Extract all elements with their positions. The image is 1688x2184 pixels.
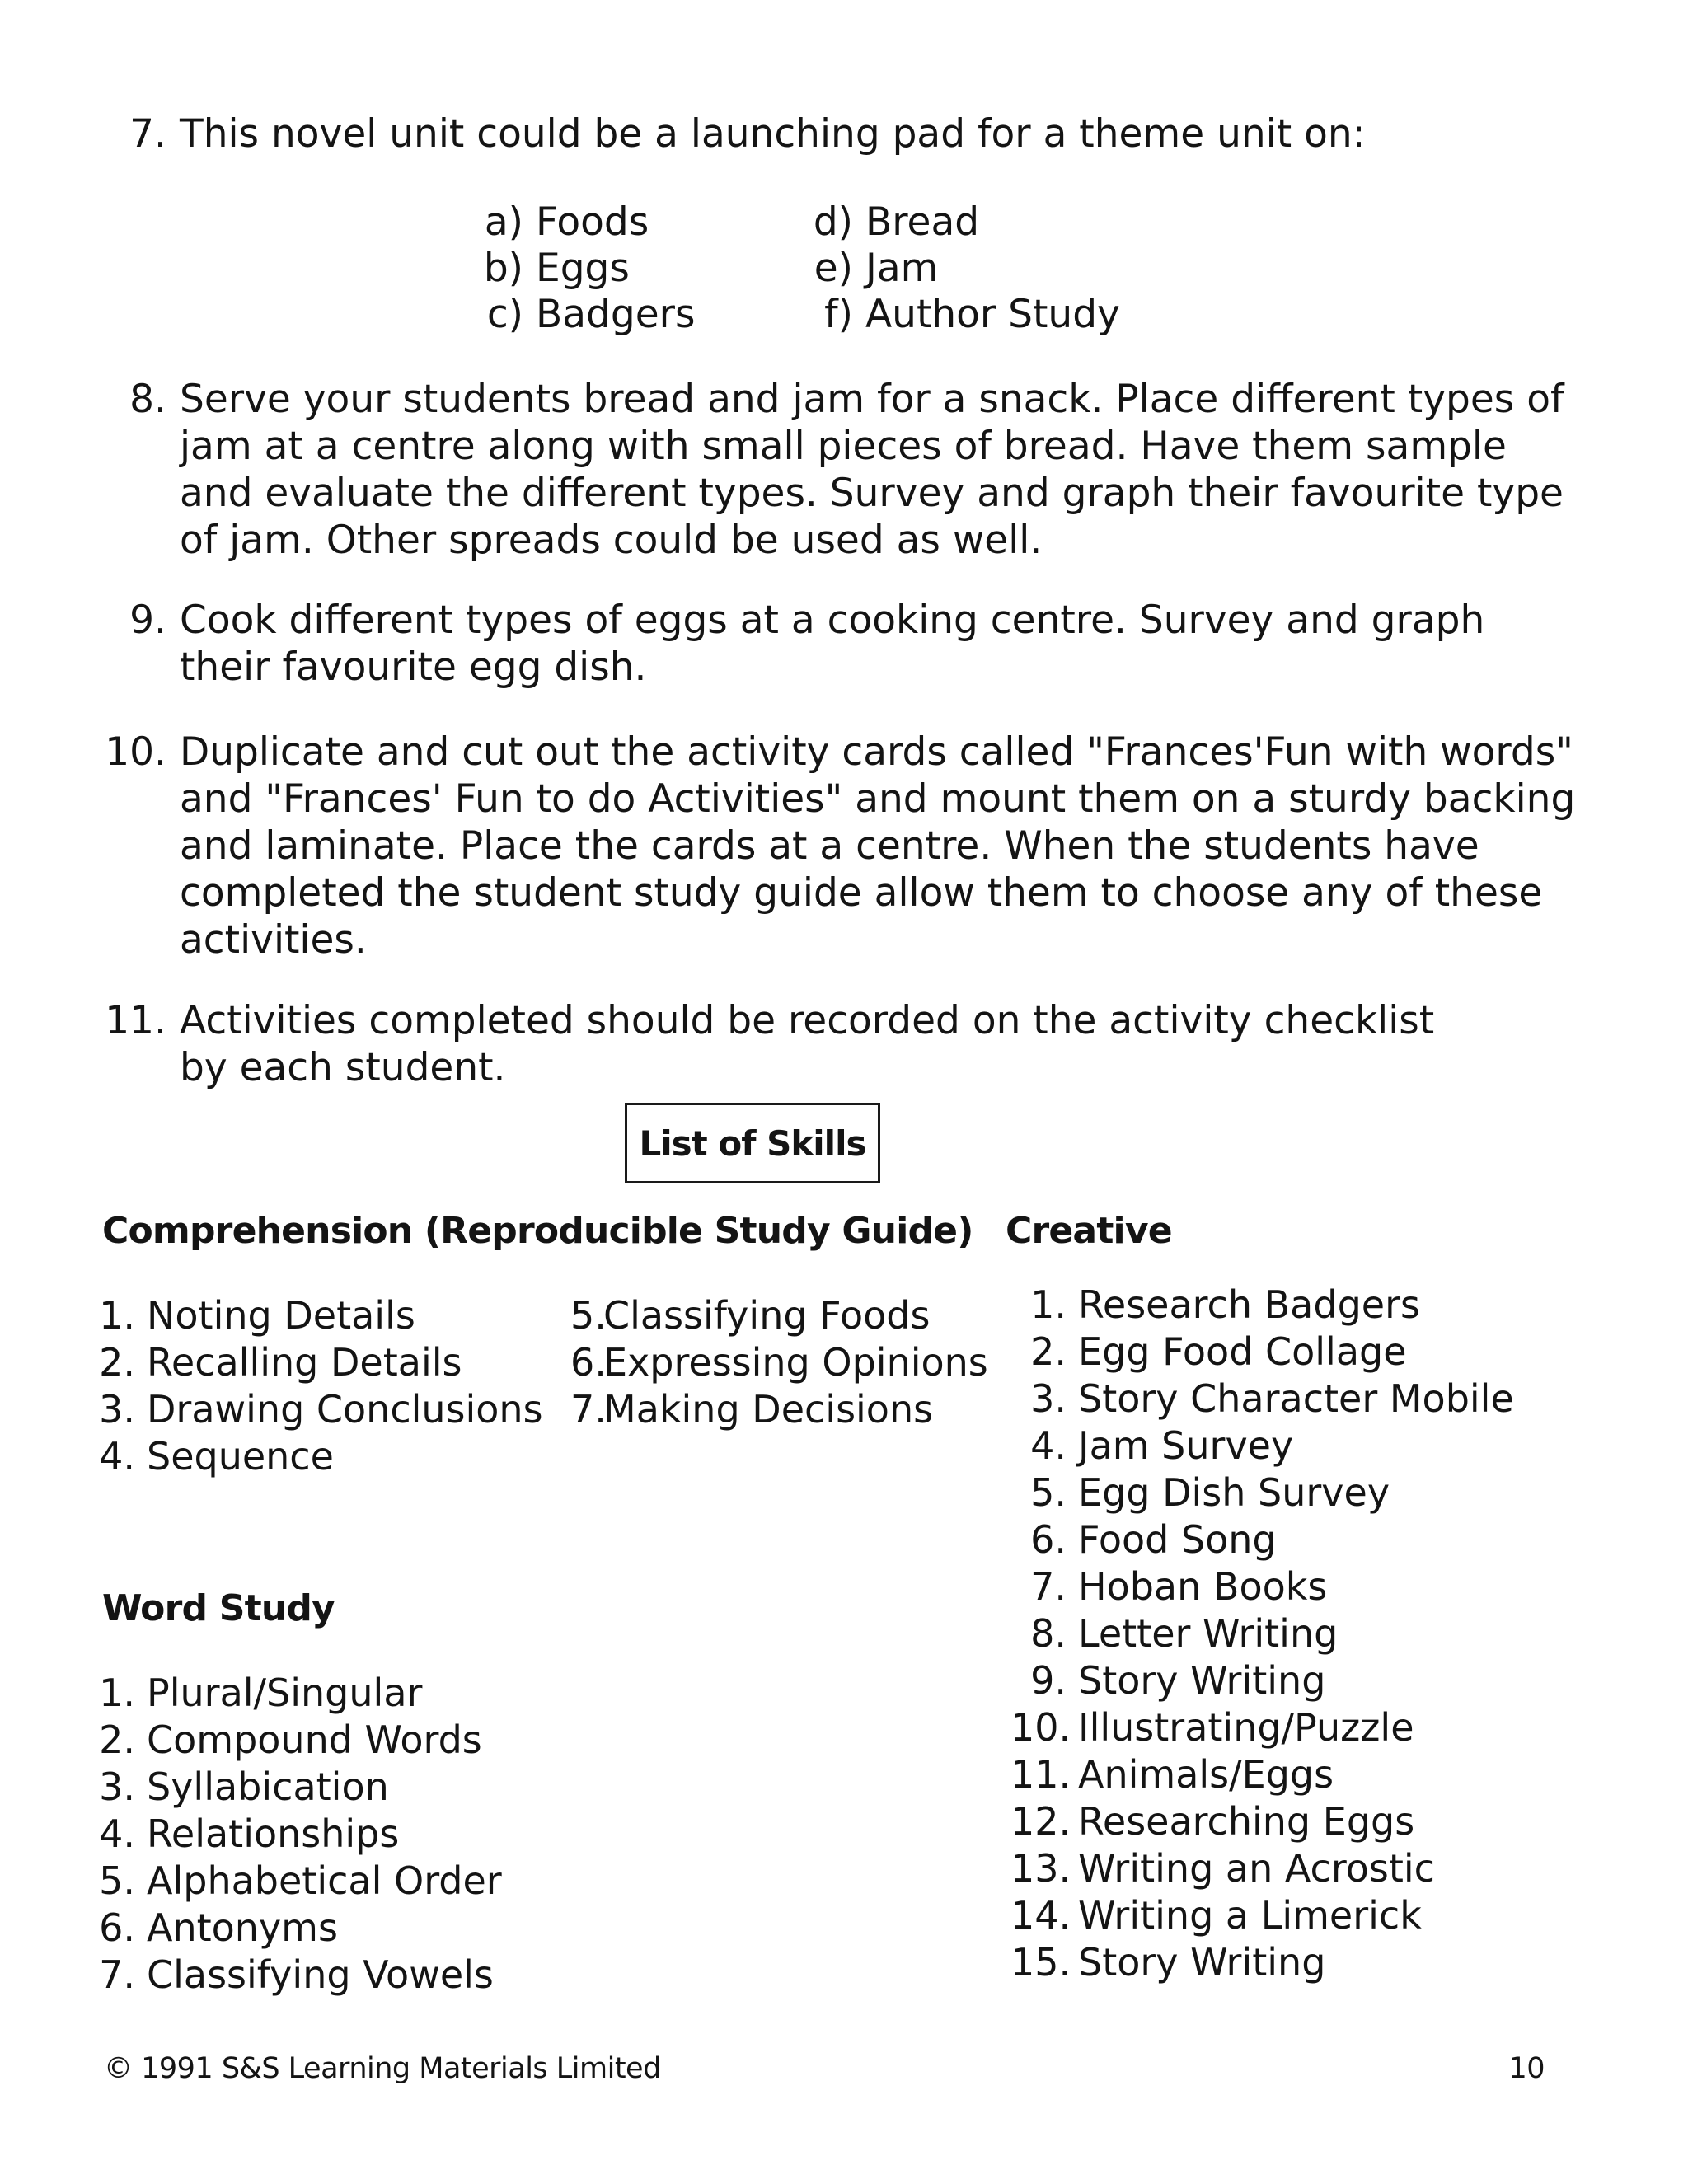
item-text: Recalling Details: [147, 1340, 462, 1385]
option-text: Author Study: [865, 292, 1120, 337]
option-a: [462, 199, 649, 245]
item-number: 15.: [1010, 1940, 1071, 1985]
item-text: Plural/Singular: [147, 1671, 423, 1715]
list-item: [99, 1764, 502, 1811]
item-text: Illustrating/Puzzle: [1078, 1705, 1414, 1750]
item-line: of jam. Other spreads could be used as well.: [180, 518, 1043, 563]
option-d: [791, 199, 979, 245]
item-number: 7.: [1030, 1564, 1067, 1609]
item-number: 7.: [570, 1387, 607, 1432]
list-item: [1010, 1845, 1514, 1892]
option-label: a): [484, 199, 523, 245]
item-number: 4.: [99, 1434, 135, 1479]
list-item: [1010, 1751, 1514, 1798]
item-number: 1.: [99, 1293, 135, 1338]
item-number: 10.: [105, 729, 166, 775]
item-text: Food Song: [1078, 1517, 1277, 1562]
list-item: [1010, 1939, 1514, 1986]
item-number: 13.: [1010, 1846, 1071, 1891]
item-number: 14.: [1010, 1893, 1071, 1938]
skills-box-title: List of Skills: [625, 1103, 880, 1183]
item-line: Serve your students bread and jam for a snack. Place different types of: [180, 377, 1564, 422]
list-item: [1010, 1657, 1514, 1704]
item-number: 11.: [105, 998, 166, 1043]
option-label: e): [814, 246, 853, 291]
item-text: Alphabetical Order: [147, 1858, 502, 1903]
item-number: 7.: [129, 111, 166, 157]
item-number: 11.: [1010, 1752, 1071, 1797]
option-label: c): [486, 292, 523, 337]
item-text: Egg Food Collage: [1078, 1329, 1407, 1374]
list-item: [1010, 1892, 1514, 1939]
item-number: 1.: [1030, 1282, 1067, 1327]
item-number: 5.: [570, 1293, 607, 1338]
option-f: [791, 292, 1120, 337]
option-e: [791, 246, 938, 291]
word-study-heading: Word Study: [102, 1587, 335, 1629]
item-number: 6.: [99, 1905, 135, 1950]
item-number: 8.: [129, 377, 166, 422]
item-number: 3.: [99, 1387, 135, 1432]
item-number: 4.: [99, 1811, 135, 1856]
option-text: Badgers: [536, 292, 696, 337]
list-item: [570, 1386, 988, 1433]
item-number: 2.: [99, 1340, 135, 1385]
item-number: 10.: [1010, 1705, 1071, 1750]
list-item: [99, 1717, 502, 1764]
list-item: [99, 1670, 502, 1717]
list-item: [1010, 1282, 1514, 1329]
item-line: and "Frances' Fun to do Activities" and mount them on a sturdy backing: [180, 776, 1576, 822]
option-text: Foods: [536, 199, 649, 245]
option-label: b): [483, 246, 523, 291]
item-number: 8.: [1030, 1611, 1067, 1656]
item-number: 7.: [99, 1952, 135, 1997]
item-text: Sequence: [147, 1434, 334, 1479]
item-text: This novel unit could be a launching pad for a theme unit on:: [180, 111, 1366, 157]
item-text: Researching Eggs: [1078, 1799, 1415, 1844]
item-text: Story Character Mobile: [1078, 1376, 1514, 1421]
list-item: [1010, 1469, 1514, 1516]
creative-heading: Creative: [1006, 1210, 1172, 1252]
list-item: [570, 1292, 988, 1339]
item-text: Expressing Opinions: [603, 1340, 988, 1385]
list-item: [99, 1952, 502, 1999]
item-number: 4.: [1030, 1423, 1067, 1468]
item-number: 5.: [99, 1858, 135, 1903]
item-text: Syllabication: [147, 1765, 389, 1809]
copyright-text: © 1991 S&S Learning Materials Limited: [104, 2052, 661, 2085]
item-text: Animals/Eggs: [1078, 1752, 1334, 1797]
item-number: 2.: [1030, 1329, 1067, 1374]
list-item: [1010, 1610, 1514, 1657]
item-number: 3.: [1030, 1376, 1067, 1421]
item-number: 9.: [1030, 1658, 1067, 1703]
list-item: [1010, 1516, 1514, 1563]
list-item: [1010, 1329, 1514, 1376]
item-number: 6.: [1030, 1517, 1067, 1562]
item-text: Writing a Limerick: [1078, 1893, 1422, 1938]
item-text: Egg Dish Survey: [1078, 1470, 1390, 1515]
comprehension-list-col1: [99, 1292, 543, 1480]
item-line: by each student.: [180, 1045, 506, 1090]
list-item: [99, 1386, 543, 1433]
option-b: [462, 246, 630, 291]
item-line: completed the student study guide allow them to choose any of these: [180, 870, 1543, 916]
list-item: [1010, 1563, 1514, 1610]
item-number: 9.: [129, 598, 166, 643]
item-text: Drawing Conclusions: [147, 1387, 543, 1432]
list-item: [1010, 1704, 1514, 1751]
item-text: Jam Survey: [1078, 1423, 1294, 1468]
option-label: d): [813, 199, 853, 245]
item-number: 5.: [1030, 1470, 1067, 1515]
option-label: f): [824, 292, 853, 337]
item-text: Hoban Books: [1078, 1564, 1328, 1609]
option-text: Eggs: [536, 246, 630, 291]
item-line: Cook different types of eggs at a cooking centre. Survey and graph: [180, 598, 1485, 643]
creative-list: [1010, 1282, 1514, 1986]
item-text: Classifying Foods: [603, 1293, 931, 1338]
list-item: [99, 1433, 543, 1480]
option-c: [462, 292, 695, 337]
item-line: activities.: [180, 917, 367, 963]
page-number: 10: [1508, 2052, 1545, 2085]
item-text: Writing an Acrostic: [1078, 1846, 1435, 1891]
item-text: Story Writing: [1078, 1940, 1326, 1985]
item-line: and laminate. Place the cards at a centre. When the students have: [180, 823, 1479, 869]
list-item: [1010, 1376, 1514, 1422]
item-line: jam at a centre along with small pieces of bread. Have them sample: [180, 424, 1507, 469]
comprehension-heading: Comprehension (Reproducible Study Guide): [102, 1210, 973, 1252]
item-text: Noting Details: [147, 1293, 415, 1338]
list-item: [99, 1858, 502, 1905]
option-text: Bread: [865, 199, 980, 245]
list-item: [1010, 1422, 1514, 1469]
list-item: [99, 1339, 543, 1386]
item-text: Story Writing: [1078, 1658, 1326, 1703]
item-line: and evaluate the different types. Survey and graph their favourite type: [180, 471, 1564, 516]
item-text: Research Badgers: [1078, 1282, 1420, 1327]
item-line: Duplicate and cut out the activity cards called "Frances'Fun with words": [180, 729, 1573, 775]
word-study-list: [99, 1670, 502, 1999]
item-number: 12.: [1010, 1799, 1071, 1844]
comprehension-list-col2: [570, 1292, 988, 1433]
list-item: [1010, 1798, 1514, 1845]
item-text: Classifying Vowels: [147, 1952, 494, 1997]
item-number: 6.: [570, 1340, 607, 1385]
option-text: Jam: [865, 246, 939, 291]
item-text: Relationships: [147, 1811, 400, 1856]
item-number: 3.: [99, 1765, 135, 1809]
item-text: Making Decisions: [603, 1387, 934, 1432]
list-item: [570, 1339, 988, 1386]
item-number: 2.: [99, 1718, 135, 1762]
list-item: [99, 1905, 502, 1952]
item-line: their favourite egg dish.: [180, 644, 647, 690]
item-text: Antonyms: [147, 1905, 338, 1950]
item-text: Compound Words: [147, 1718, 482, 1762]
list-item: [99, 1811, 502, 1858]
item-line: Activities completed should be recorded on the activity checklist: [180, 998, 1435, 1043]
item-text: Letter Writing: [1078, 1611, 1339, 1656]
item-number: 1.: [99, 1671, 135, 1715]
list-item: [99, 1292, 543, 1339]
